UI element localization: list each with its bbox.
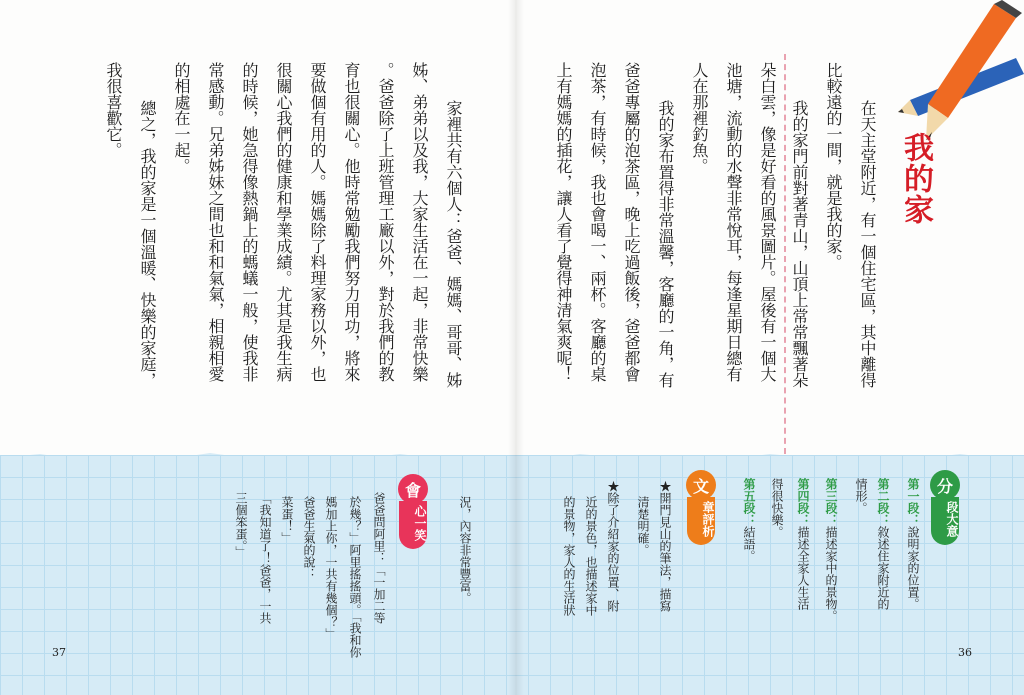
- summary-tag: 段大意: [931, 497, 959, 545]
- right-col-9: 泡茶，有時候，我也會喝一、兩杯。客廳的桌: [588, 62, 607, 382]
- review-col-5: 的景物，家人的生活狀: [562, 496, 576, 616]
- summary-label-4: 第四段：: [796, 478, 810, 526]
- left-col-7: 的時候，她急得像熱鍋上的螞蟻一般，使我非: [240, 62, 259, 382]
- review-tag: 章評析: [687, 497, 715, 545]
- review-badge: 文: [686, 470, 716, 500]
- review-col-4: 近的景色，也描述家中: [584, 496, 598, 616]
- summary-label-5: 第五段：: [742, 478, 756, 526]
- page-number-left: 37: [52, 646, 66, 659]
- joke-col-2: 於幾？」阿里搖搖頭。「我和你: [348, 496, 362, 658]
- right-col-5: 池塘，流動的水聲非常悅耳，每逢星期日總有: [724, 62, 743, 382]
- summary-item-5: [740, 478, 757, 562]
- right-col-7: 我的家布置得非常溫馨，客廳的一角，有: [656, 100, 675, 388]
- left-col-4: 育也很關心。他時常勉勵我們努力用功，將來: [342, 62, 361, 382]
- joke-col-1: 爸爸問阿里：「一加二等: [372, 492, 386, 624]
- review-col-1: ★開門見山的筆法，描寫: [658, 480, 672, 612]
- review-col-6: 況，內容非常豐富。: [458, 496, 472, 604]
- left-col-2: 姊、弟弟以及我，大家生活在一起，非常快樂: [410, 62, 429, 382]
- summary-text-5: 結語。: [742, 526, 756, 562]
- left-col-10: 總之，我的家是一個溫暖、快樂的家庭，: [138, 100, 157, 388]
- book-gutter: [508, 0, 524, 695]
- right-col-6: 人在那裡釣魚。: [690, 62, 709, 174]
- summary-item-1: [904, 478, 921, 610]
- left-col-6: 很關心我們的健康和學業成績。尤其是我生病: [274, 62, 293, 382]
- summary-text-3: 描述家中的景物。: [824, 526, 838, 622]
- summary-item-2-cont: 情形。: [854, 478, 868, 514]
- page-number-right: 36: [958, 646, 972, 659]
- summary-item-4-cont: 得很快樂。: [770, 478, 784, 538]
- right-col-2: 比較遠的一間，就是我的家。: [824, 62, 843, 270]
- joke-col-7: 三個笨蛋。」: [234, 492, 248, 558]
- pencils-icon: [892, 0, 1024, 150]
- review-col-2: 清楚明確。: [636, 496, 650, 556]
- essay-title: 我的家: [898, 132, 933, 225]
- right-col-3: 我的家門前對著青山，山頂上常常飄著朵: [790, 100, 809, 388]
- summary-item-4: [794, 478, 811, 610]
- left-col-8: 常感動。兄弟姊妹之間也和和氣氣，相親相愛: [206, 62, 225, 382]
- summary-label-1: 第一段：: [906, 478, 920, 526]
- left-col-1: 家裡共有六個人：爸爸、媽媽、哥哥、姊: [444, 100, 463, 388]
- right-col-8: 爸爸專屬的泡茶區，晚上吃過飯後，爸爸都會: [622, 62, 641, 382]
- left-col-3: 。爸爸除了上班管理工廠以外，對於我們的教: [376, 62, 395, 382]
- left-col-11: 我很喜歡它。: [104, 62, 123, 158]
- summary-text-2: 敘述住家附近的: [876, 526, 890, 610]
- summary-label-3: 第三段：: [824, 478, 838, 526]
- summary-item-3: [822, 478, 839, 622]
- right-col-1: 在天主堂附近，有一個住宅區，其中離得: [858, 100, 877, 388]
- joke-badge: 會: [398, 474, 428, 504]
- summary-badge: 分: [930, 470, 960, 500]
- summary-label-2: 第二段：: [876, 478, 890, 526]
- joke-col-3: 媽加上你，一共有幾個？」: [324, 496, 338, 640]
- review-col-3: ★除了介紹家的位置、附: [606, 480, 620, 612]
- joke-col-6: 「我知道了！爸爸，一共: [258, 492, 272, 624]
- right-col-10: 上有媽媽的插花，讓人看了覺得神清氣爽呢！: [554, 62, 573, 382]
- summary-item-2: [874, 478, 891, 610]
- left-col-5: 要做個有用的人。媽媽除了料理家務以外，也: [308, 62, 327, 382]
- joke-col-4: 爸爸生氣的說：: [302, 496, 316, 580]
- joke-tag: 心一笑: [399, 501, 427, 549]
- left-col-9: 的相處在一起。: [172, 62, 191, 174]
- right-col-4: 朵白雲，像是好看的風景圖片。屋後有一個大: [758, 62, 777, 382]
- summary-text-4: 描述全家人生活: [796, 526, 810, 610]
- joke-col-5: 菜蛋！」: [280, 496, 294, 544]
- summary-text-1: 說明家的位置。: [906, 526, 920, 610]
- margin-line: [784, 54, 786, 454]
